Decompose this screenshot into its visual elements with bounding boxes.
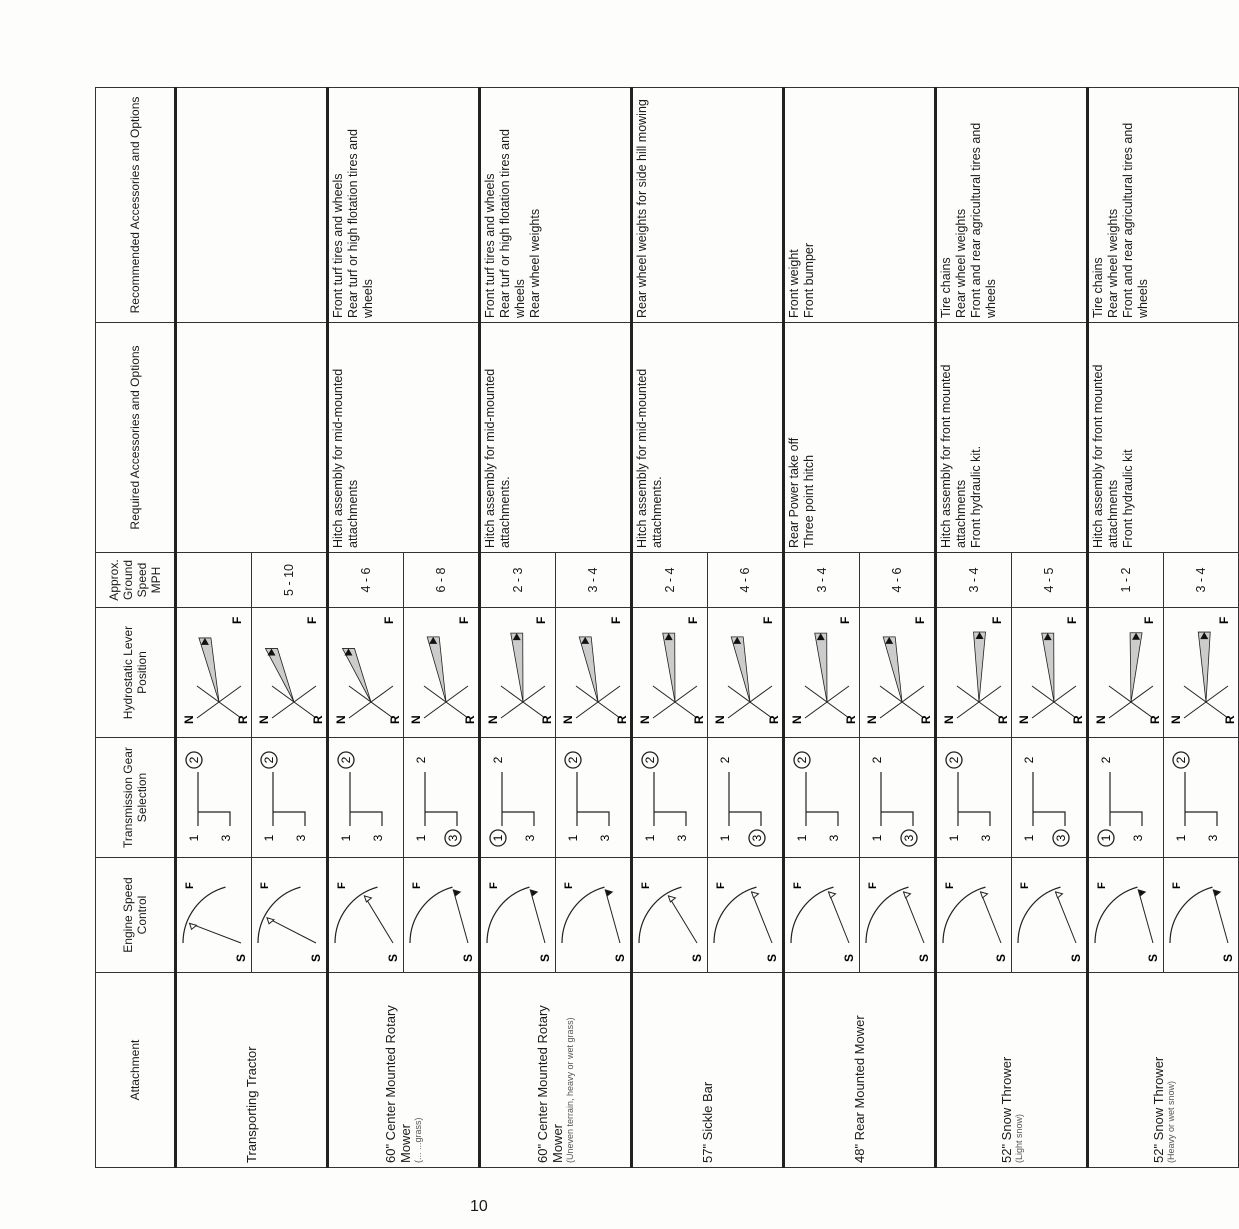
- hydro-label-n: N: [486, 715, 500, 725]
- gear-label-2: 2: [566, 757, 580, 764]
- header-required: Required Accessories and Options: [96, 323, 176, 553]
- gear-label-3: 3: [294, 835, 308, 842]
- hydro-label-r: R: [692, 715, 706, 725]
- table-body: [176, 88, 1239, 1168]
- gear-selector: [867, 743, 927, 853]
- engine-label-s: S: [842, 953, 856, 962]
- engine-cell: [860, 858, 936, 973]
- engine-speed-dial: [1166, 865, 1236, 965]
- ground-speed-cell: 2 - 4: [632, 553, 708, 608]
- recommended-cell: [176, 88, 328, 323]
- header-recommended: Recommended Accessories and Options: [96, 88, 176, 323]
- gear-selector: [1096, 743, 1156, 853]
- hydro-label-n: N: [713, 715, 727, 725]
- attachment-condition: (... ...grass): [413, 1117, 423, 1163]
- ground-speed-cell: 5 - 10: [252, 553, 328, 608]
- gear-selector: [336, 743, 396, 853]
- required-cell-item: Hitch assembly for mid-mounted attachments.: [483, 368, 512, 548]
- required-cell: [480, 323, 632, 553]
- attachment-name: Transporting Tractor: [244, 1046, 259, 1163]
- attachment-condition: (Uneven terrain, heavy or wet grass): [565, 1017, 575, 1163]
- gear-label-3: 3: [523, 835, 537, 842]
- hydro-cell: [1012, 608, 1088, 738]
- gear-label-1: 1: [1022, 835, 1036, 842]
- ground-speed-cell: [176, 553, 252, 608]
- gear-label-1: 1: [1174, 835, 1188, 842]
- ground-speed-cell: 3 - 4: [556, 553, 632, 608]
- table-row: [480, 88, 556, 1168]
- engine-label-s: S: [765, 953, 779, 962]
- engine-label-f: F: [563, 882, 575, 889]
- gear-cell: [936, 738, 1012, 858]
- required-cell-item: Three point hitch: [802, 454, 816, 548]
- gear-label-2: 2: [262, 757, 276, 764]
- engine-speed-dial: [1014, 865, 1084, 965]
- engine-label-f: F: [715, 882, 727, 889]
- gear-label-2: 2: [414, 757, 428, 764]
- hydro-label-r: R: [844, 715, 858, 725]
- required-cell: [936, 323, 1088, 553]
- engine-label-f: F: [184, 882, 196, 889]
- gear-label-2: 2: [795, 757, 809, 764]
- engine-label-f: F: [792, 882, 804, 889]
- engine-speed-dial: [1091, 865, 1161, 965]
- gear-label-2: 2: [947, 757, 961, 764]
- gear-label-3: 3: [827, 835, 841, 842]
- hydro-cell: [252, 608, 328, 738]
- gear-label-1: 1: [1099, 835, 1113, 842]
- engine-cell: [784, 858, 860, 973]
- ground-speed-cell: 3 - 4: [1164, 553, 1239, 608]
- attachment-condition: (Heavy or wet snow): [1165, 1080, 1176, 1163]
- hydrostatic-lever-dial: [406, 613, 476, 733]
- attachment-cell: [328, 973, 480, 1168]
- engine-cell: [176, 858, 252, 973]
- hydro-label-f: F: [457, 617, 471, 625]
- gear-cell: [708, 738, 784, 858]
- page-number: 10: [470, 1198, 488, 1215]
- table-row: [632, 88, 708, 1168]
- gear-selector: [1019, 743, 1079, 853]
- engine-label-f: F: [336, 882, 348, 889]
- ground-speed-cell: 4 - 6: [708, 553, 784, 608]
- table-row: [1088, 88, 1164, 1168]
- attachment-cell: [480, 973, 632, 1168]
- hydro-cell: [176, 608, 252, 738]
- hydro-label-r: R: [388, 715, 402, 725]
- engine-label-s: S: [386, 953, 400, 962]
- required-cell: [784, 323, 936, 553]
- recommended-cell-item: Tire chains: [939, 257, 953, 318]
- attachment-cell: [784, 973, 936, 1168]
- gear-label-3: 3: [219, 835, 233, 842]
- hydro-label-f: F: [230, 617, 244, 625]
- hydro-label-n: N: [257, 715, 271, 725]
- engine-lever-marker: [190, 923, 197, 929]
- gear-label-1: 1: [870, 835, 884, 842]
- hydro-label-f: F: [686, 617, 700, 625]
- hydro-cell: [480, 608, 556, 738]
- engine-cell: [708, 858, 784, 973]
- engine-lever-marker: [1056, 892, 1063, 898]
- engine-label-f: F: [867, 882, 879, 889]
- recommended-cell-item: Front weight: [787, 249, 801, 318]
- gear-cell: [404, 738, 480, 858]
- engine-label-s: S: [538, 953, 552, 962]
- engine-label-s: S: [994, 953, 1008, 962]
- recommended-cell-item: Tire chains: [1091, 257, 1105, 318]
- engine-label-s: S: [613, 953, 627, 962]
- gear-label-1: 1: [491, 835, 505, 842]
- gear-selector: [1171, 743, 1231, 853]
- hydro-cell: [784, 608, 860, 738]
- required-cell: [328, 323, 480, 553]
- hydro-label-n: N: [1094, 715, 1108, 725]
- gear-label-1: 1: [795, 835, 809, 842]
- engine-label-f: F: [1096, 882, 1108, 889]
- header-hydrostatic: Hydrostatic Lever Position: [96, 608, 176, 738]
- gear-label-1: 1: [566, 835, 580, 842]
- gear-label-2: 2: [718, 757, 732, 764]
- engine-label-s: S: [309, 953, 323, 962]
- hydro-label-f: F: [990, 617, 1004, 625]
- required-cell: [176, 323, 328, 553]
- ground-speed-cell: 3 - 4: [936, 553, 1012, 608]
- engine-lever-marker: [668, 896, 675, 902]
- gear-label-3: 3: [1054, 835, 1068, 842]
- gear-label-3: 3: [371, 835, 385, 842]
- hydro-label-r: R: [1148, 715, 1162, 725]
- hydro-label-n: N: [790, 715, 804, 725]
- engine-speed-dial: [406, 865, 476, 965]
- engine-speed-dial: [939, 865, 1009, 965]
- gear-selector: [640, 743, 700, 853]
- hydro-label-n: N: [942, 715, 956, 725]
- gear-cell: [1164, 738, 1239, 858]
- engine-speed-dial: [710, 865, 780, 965]
- hydro-label-f: F: [1217, 617, 1231, 625]
- engine-speed-dial: [179, 865, 249, 965]
- engine-label-f: F: [259, 882, 271, 889]
- table-row: [936, 88, 1012, 1168]
- attachment-cell: [632, 973, 784, 1168]
- recommended-cell-item: Front and rear agricultural tires and wheels: [1121, 122, 1150, 318]
- ground-speed-cell: 1 - 2: [1088, 553, 1164, 608]
- required-cell-item: Hitch assembly for mid-mounted attachments: [331, 368, 360, 548]
- engine-cell: [1012, 858, 1088, 973]
- hydro-label-r: R: [615, 715, 629, 725]
- attachment-name: 60" Center Mounted Rotary Mower: [535, 1005, 565, 1163]
- gear-cell: [1012, 738, 1088, 858]
- table-rotated-wrapper: [95, 88, 1237, 1168]
- hydro-cell: [1088, 608, 1164, 738]
- recommended-cell-item: Front and rear agricultural tires and wheels: [969, 122, 998, 318]
- gear-selector: [184, 743, 244, 853]
- gear-selector: [488, 743, 548, 853]
- recommended-cell-item: Front turf tires and wheels: [483, 173, 497, 318]
- hydro-label-r: R: [919, 715, 933, 725]
- attachment-name: 52" Snow Thrower: [998, 1056, 1014, 1163]
- hydro-label-n: N: [334, 715, 348, 725]
- hydrostatic-lever-dial: [331, 613, 401, 733]
- hydrostatic-lever-dial: [1091, 613, 1161, 733]
- gear-label-2: 2: [491, 757, 505, 764]
- engine-cell: [480, 858, 556, 973]
- hydro-label-r: R: [1223, 715, 1237, 725]
- engine-speed-dial: [862, 865, 932, 965]
- recommended-cell-item: Front bumper: [802, 242, 816, 318]
- header-attachment: Attachment: [96, 973, 176, 1168]
- engine-label-f: F: [1019, 882, 1031, 889]
- engine-label-f: F: [411, 882, 423, 889]
- gear-label-1: 1: [262, 835, 276, 842]
- gear-cell: [1088, 738, 1164, 858]
- hydro-label-r: R: [996, 715, 1010, 725]
- hydrostatic-lever-dial: [1014, 613, 1084, 733]
- hydrostatic-lever-dial: [710, 613, 780, 733]
- engine-label-s: S: [1069, 953, 1083, 962]
- engine-label-s: S: [917, 953, 931, 962]
- header-engine-speed: Engine Speed Control: [96, 858, 176, 973]
- required-cell-item: Front hydraulic kit.: [969, 445, 983, 548]
- attachment-name: 52" Snow Thrower: [1150, 1056, 1166, 1163]
- recommended-cell-item: Rear wheel weights: [954, 208, 968, 318]
- required-cell-item: Hitch assembly for front mounted attachments: [939, 364, 968, 548]
- engine-label-s: S: [234, 953, 248, 962]
- hydro-label-r: R: [1071, 715, 1085, 725]
- gear-label-2: 2: [339, 757, 353, 764]
- gear-cell: [252, 738, 328, 858]
- gear-label-2: 2: [870, 757, 884, 764]
- hydro-label-f: F: [609, 617, 623, 625]
- hydro-label-n: N: [1017, 715, 1031, 725]
- gear-label-2: 2: [187, 757, 201, 764]
- engine-cell: [1164, 858, 1239, 973]
- required-cell: [1088, 323, 1239, 553]
- hydro-label-n: N: [1169, 715, 1183, 725]
- hydrostatic-lever-dial: [939, 613, 1009, 733]
- gear-label-3: 3: [1206, 835, 1220, 842]
- gear-selector: [563, 743, 623, 853]
- gear-label-3: 3: [902, 835, 916, 842]
- gear-cell: [556, 738, 632, 858]
- hydro-label-n: N: [561, 715, 575, 725]
- attachment-cell: [176, 973, 328, 1168]
- hydro-cell: [328, 608, 404, 738]
- engine-label-s: S: [1146, 953, 1160, 962]
- recommended-cell-item: Front turf tires and wheels: [331, 173, 345, 318]
- engine-label-s: S: [461, 953, 475, 962]
- recommended-cell: [1088, 88, 1239, 323]
- recommended-cell: [784, 88, 936, 323]
- attachment-name: 48" Rear Mounted Mower: [852, 1015, 867, 1163]
- hydrostatic-lever-dial: [483, 613, 553, 733]
- gear-cell: [176, 738, 252, 858]
- hydro-label-f: F: [305, 617, 319, 625]
- engine-speed-dial: [787, 865, 857, 965]
- gear-selector: [259, 743, 319, 853]
- gear-label-2: 2: [643, 757, 657, 764]
- header-ground-speed: Approx. Ground Speed MPH: [96, 553, 176, 608]
- hydro-label-r: R: [540, 715, 554, 725]
- attachment-cell: [1088, 973, 1239, 1168]
- gear-label-2: 2: [1022, 757, 1036, 764]
- attachment-name: 57" Sickle Bar: [700, 1081, 715, 1163]
- engine-cell: [632, 858, 708, 973]
- gear-label-3: 3: [598, 835, 612, 842]
- engine-label-f: F: [640, 882, 652, 889]
- hydro-label-f: F: [913, 617, 927, 625]
- hydro-cell: [632, 608, 708, 738]
- engine-speed-dial: [254, 865, 324, 965]
- gear-label-1: 1: [718, 835, 732, 842]
- hydro-label-f: F: [838, 617, 852, 625]
- hydrostatic-lever-dial: [254, 613, 324, 733]
- engine-speed-dial: [558, 865, 628, 965]
- engine-speed-dial: [483, 865, 553, 965]
- gear-label-3: 3: [1131, 835, 1145, 842]
- attachment-condition: (Light snow): [1013, 1113, 1024, 1163]
- gear-cell: [480, 738, 556, 858]
- recommended-cell: [936, 88, 1088, 323]
- engine-cell: [556, 858, 632, 973]
- engine-lever-marker: [829, 892, 836, 898]
- gear-label-1: 1: [947, 835, 961, 842]
- recommended-cell-item: Rear turf or high flotation tires and wheels: [346, 129, 375, 318]
- gear-label-1: 1: [339, 835, 353, 842]
- hydro-cell: [556, 608, 632, 738]
- ground-speed-cell: 3 - 4: [784, 553, 860, 608]
- gear-cell: [328, 738, 404, 858]
- engine-lever-marker: [752, 892, 759, 898]
- hydro-cell: [860, 608, 936, 738]
- engine-lever-marker: [904, 892, 911, 898]
- gear-label-2: 2: [1174, 757, 1188, 764]
- hydro-label-f: F: [1065, 617, 1079, 625]
- table-row: [328, 88, 404, 1168]
- hydro-cell: [404, 608, 480, 738]
- attachment-table: [95, 87, 1239, 1168]
- gear-cell: [860, 738, 936, 858]
- table-row: [176, 88, 252, 1168]
- hydro-cell: [1164, 608, 1239, 738]
- hydrostatic-lever-dial: [635, 613, 705, 733]
- gear-selector: [715, 743, 775, 853]
- gear-cell: [784, 738, 860, 858]
- ground-speed-cell: 6 - 8: [404, 553, 480, 608]
- engine-label-s: S: [1221, 953, 1235, 962]
- recommended-cell: [328, 88, 480, 323]
- engine-lever-marker: [267, 918, 274, 924]
- engine-label-s: S: [690, 953, 704, 962]
- hydro-label-r: R: [767, 715, 781, 725]
- gear-label-3: 3: [979, 835, 993, 842]
- engine-speed-dial: [635, 865, 705, 965]
- attachment-cell: [936, 973, 1088, 1168]
- hydro-label-f: F: [1142, 617, 1156, 625]
- engine-cell: [404, 858, 480, 973]
- hydro-label-f: F: [534, 617, 548, 625]
- engine-cell: [936, 858, 1012, 973]
- hydro-label-n: N: [182, 715, 196, 725]
- hydro-label-r: R: [311, 715, 325, 725]
- gear-label-1: 1: [643, 835, 657, 842]
- hydro-label-n: N: [865, 715, 879, 725]
- gear-label-1: 1: [187, 835, 201, 842]
- engine-cell: [252, 858, 328, 973]
- hydrostatic-lever-dial: [558, 613, 628, 733]
- ground-speed-cell: 4 - 5: [1012, 553, 1088, 608]
- required-cell-item: Hitch assembly for front mounted attachments: [1091, 364, 1120, 548]
- engine-cell: [1088, 858, 1164, 973]
- required-cell-item: Front hydraulic kit: [1121, 449, 1135, 548]
- engine-cell: [328, 858, 404, 973]
- hydrostatic-lever-dial: [862, 613, 932, 733]
- hydrostatic-lever-dial: [179, 613, 249, 733]
- gear-selector: [944, 743, 1004, 853]
- gear-selector: [411, 743, 471, 853]
- hydro-label-r: R: [236, 715, 250, 725]
- ground-speed-cell: 2 - 3: [480, 553, 556, 608]
- recommended-cell-item: Rear turf or high flotation tires and wheels: [498, 129, 527, 318]
- hydro-label-n: N: [638, 715, 652, 725]
- gear-cell: [632, 738, 708, 858]
- gear-selector: [792, 743, 852, 853]
- recommended-cell: [632, 88, 784, 323]
- engine-label-f: F: [1171, 882, 1183, 889]
- engine-label-f: F: [488, 882, 500, 889]
- engine-speed-dial: [331, 865, 401, 965]
- recommended-cell: [480, 88, 632, 323]
- hydro-label-r: R: [463, 715, 477, 725]
- gear-label-3: 3: [446, 835, 460, 842]
- hydrostatic-lever-dial: [1166, 613, 1236, 733]
- hydro-label-f: F: [761, 617, 775, 625]
- hydro-label-n: N: [409, 715, 423, 725]
- ground-speed-cell: 4 - 6: [328, 553, 404, 608]
- hydro-cell: [936, 608, 1012, 738]
- gear-label-2: 2: [1099, 757, 1113, 764]
- gear-label-1: 1: [414, 835, 428, 842]
- engine-label-f: F: [944, 882, 956, 889]
- engine-lever-marker: [364, 896, 371, 902]
- gear-label-3: 3: [675, 835, 689, 842]
- gear-label-3: 3: [750, 835, 764, 842]
- required-cell: [632, 323, 784, 553]
- recommended-cell-item: Rear wheel weights for side hill mowing: [635, 99, 649, 318]
- header-transmission: Transmission Gear Selection: [96, 738, 176, 858]
- engine-lever-marker: [981, 892, 988, 898]
- recommended-cell-item: Rear wheel weights: [528, 208, 542, 318]
- required-cell-item: Hitch assembly for mid-mounted attachments.: [635, 368, 664, 548]
- hydro-cell: [708, 608, 784, 738]
- hydrostatic-lever-dial: [787, 613, 857, 733]
- table-row: [784, 88, 860, 1168]
- attachment-name: 60" Center Mounted Rotary Mower: [383, 1005, 413, 1163]
- required-cell-item: Rear Power take off: [787, 437, 801, 548]
- ground-speed-cell: 4 - 6: [860, 553, 936, 608]
- recommended-cell-item: Rear wheel weights: [1106, 208, 1120, 318]
- hydro-label-f: F: [382, 617, 396, 625]
